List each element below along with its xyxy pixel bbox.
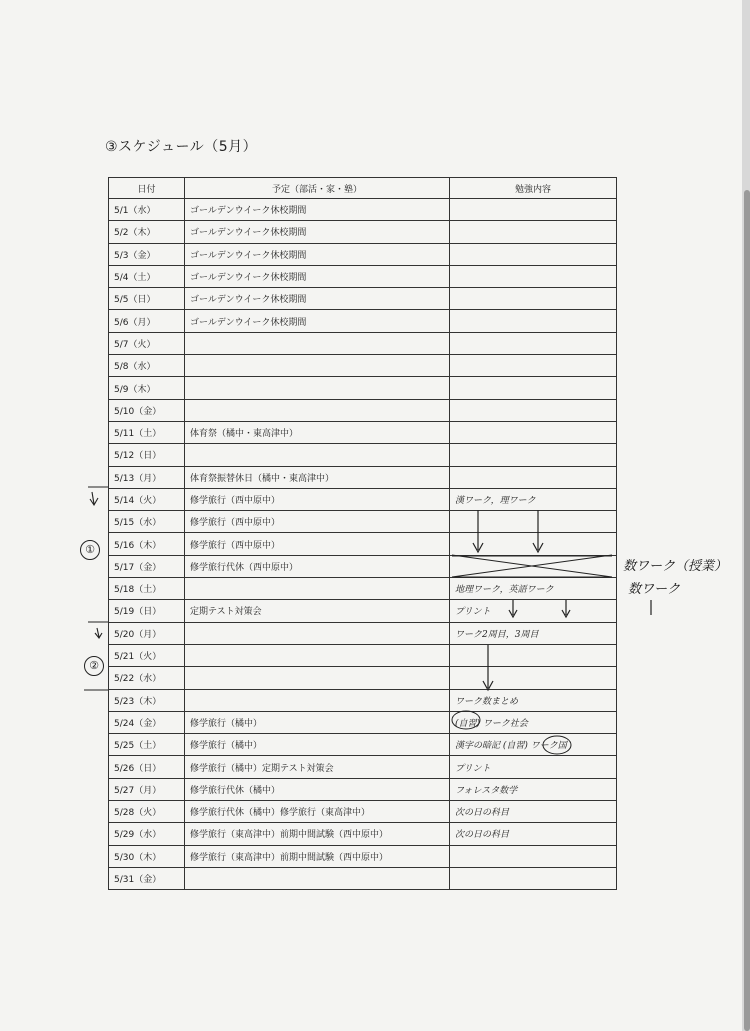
plan-cell: 修学旅行（西中原中） (185, 488, 450, 510)
plan-cell: ゴールデンウイーク休校期間 (185, 243, 450, 265)
date-cell: 5/3（金） (109, 243, 185, 265)
plan-cell: ゴールデンウイーク休校期間 (185, 288, 450, 310)
plan-cell: 修学旅行（橘中）定期テスト対策会 (185, 756, 450, 778)
date-cell: 5/11（土） (109, 421, 185, 443)
plan-cell: 修学旅行（東高津中）前期中間試験（西中原中） (185, 845, 450, 867)
circle-number-1: ① (80, 540, 100, 560)
date-cell: 5/14（火） (109, 488, 185, 510)
margin-note-1: 数ワーク（授業） (623, 559, 728, 574)
date-cell: 5/10（金） (109, 399, 185, 421)
study-cell: フォレスタ数学 (450, 778, 617, 800)
study-cell: プリント (450, 600, 617, 622)
section-title: ③スケジュール（5月） (105, 139, 258, 155)
date-cell: 5/28（火） (109, 801, 185, 823)
header-date: 日付 (109, 178, 185, 199)
plan-cell: ゴールデンウイーク休校期間 (185, 199, 450, 221)
arrow-down-icon (473, 510, 651, 690)
date-cell: 5/16（木） (109, 533, 185, 555)
study-cell: ワーク数まとめ (450, 689, 617, 711)
plan-cell: 修学旅行（西中原中） (185, 511, 450, 533)
date-cell: 5/7（火） (109, 332, 185, 354)
margin-note-2: 数ワーク (628, 582, 681, 597)
plan-cell: ゴールデンウイーク休校期間 (185, 221, 450, 243)
date-cell: 5/15（水） (109, 511, 185, 533)
date-cell: 5/4（土） (109, 265, 185, 287)
study-cell: 漢ワーク，理ワーク (450, 488, 617, 510)
strike-x-mark (452, 555, 612, 577)
date-cell: 5/1（水） (109, 199, 185, 221)
date-cell: 5/20（月） (109, 622, 185, 644)
header-study: 勉強内容 (450, 178, 617, 199)
study-cell: 漢字の暗記 (自習) ワーク国 (450, 734, 617, 756)
date-cell: 5/31（金） (109, 867, 185, 889)
circled-labels (452, 711, 571, 754)
date-cell: 5/12（日） (109, 444, 185, 466)
plan-cell: 体育祭（橘中・東高津中） (185, 421, 450, 443)
date-cell: 5/9（木） (109, 377, 185, 399)
date-cell: 5/6（月） (109, 310, 185, 332)
date-cell: 5/21（火） (109, 644, 185, 666)
date-cell: 5/5（日） (109, 288, 185, 310)
study-cell: ワーク2周目，3周目 (450, 622, 617, 644)
date-cell: 5/24（金） (109, 711, 185, 733)
header-plan: 予定（部活・家・塾） (185, 178, 450, 199)
plan-cell: 体育祭振替休日（橘中・東高津中） (185, 466, 450, 488)
study-cell: (自習) ワーク社会 (450, 711, 617, 733)
circle-number-2: ② (84, 656, 104, 676)
plan-cell: 定期テスト対策会 (185, 600, 450, 622)
date-cell: 5/27（月） (109, 778, 185, 800)
date-cell: 5/22（水） (109, 667, 185, 689)
date-cell: 5/19（日） (109, 600, 185, 622)
scrollbar[interactable] (744, 190, 750, 1031)
date-cell: 5/29（水） (109, 823, 185, 845)
study-cell: 地理ワーク，英語ワーク (450, 578, 617, 600)
plan-cell: 修学旅行（東高津中）前期中間試験（西中原中） (185, 823, 450, 845)
plan-cell: 修学旅行（西中原中） (185, 533, 450, 555)
study-cell: 次の日の科目 (450, 823, 617, 845)
plan-cell: 修学旅行代休（橘中） (185, 778, 450, 800)
date-cell: 5/13（月） (109, 466, 185, 488)
date-cell: 5/18（土） (109, 578, 185, 600)
date-cell: 5/26（日） (109, 756, 185, 778)
date-cell: 5/23（木） (109, 689, 185, 711)
plan-cell: ゴールデンウイーク休校期間 (185, 265, 450, 287)
date-cell: 5/17（金） (109, 555, 185, 577)
plan-cell: 修学旅行代休（橘中）修学旅行（東高津中） (185, 801, 450, 823)
plan-cell: ゴールデンウイーク休校期間 (185, 310, 450, 332)
date-cell: 5/2（木） (109, 221, 185, 243)
plan-cell: 修学旅行（橘中） (185, 734, 450, 756)
study-cell: 次の日の科目 (450, 801, 617, 823)
plan-cell: 修学旅行代休（西中原中） (185, 555, 450, 577)
study-cell: プリント (450, 756, 617, 778)
date-cell: 5/25（土） (109, 734, 185, 756)
plan-cell: 修学旅行（橘中） (185, 711, 450, 733)
date-cell: 5/8（水） (109, 355, 185, 377)
date-cell: 5/30（木） (109, 845, 185, 867)
